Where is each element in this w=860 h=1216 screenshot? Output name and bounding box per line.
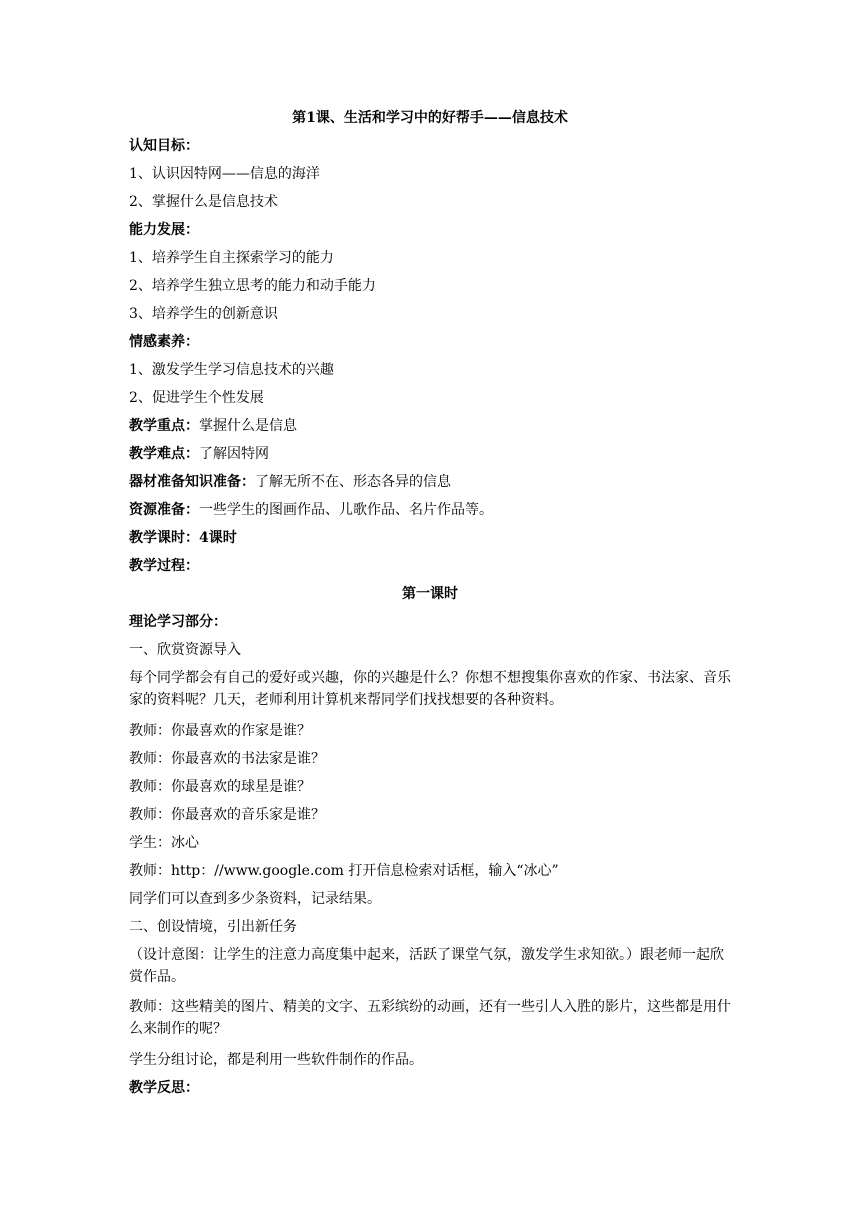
reflection-heading: 教学反思： — [129, 1080, 199, 1096]
resources — [129, 500, 731, 520]
dialog-line: 教师：你最喜欢的音乐家是谁？ — [129, 807, 325, 823]
section2-heading: 二、创设情境，引出新任务 — [129, 919, 297, 935]
resources-value: 一些学生的图画作品、儿歌作品、名片作品等。 — [199, 502, 493, 518]
cognitive-goal-item: 1、认识因特网——信息的海洋 — [129, 166, 320, 182]
dialog-line: 教师：你最喜欢的书法家是谁？ — [129, 751, 325, 767]
section2-student: 学生分组讨论，都是利用一些软件制作的作品。 — [129, 1052, 423, 1068]
ability-item: 2、培养学生独立思考的能力和动手能力 — [129, 278, 376, 294]
key-point-label: 教学重点： — [129, 418, 199, 434]
dialog-line: 教师：你最喜欢的球星是谁？ — [129, 779, 311, 795]
class-hours: 教学课时：4课时 — [129, 530, 237, 546]
materials — [129, 472, 731, 492]
difficult-point — [129, 444, 731, 464]
emotional-item: 1、激发学生学习信息技术的兴趣 — [129, 362, 334, 378]
ability-item: 3、培养学生的创新意识 — [129, 306, 278, 322]
resources-label: 资源准备： — [129, 502, 199, 518]
section1-intro: 每个同学都会有自己的爱好或兴趣，你的兴趣是什么？你想不想搜集你喜欢的作家、书法家、音乐家的资料呢？几天，老师利用计算机来帮同学们找找想要的各种资料。 — [129, 670, 731, 708]
ability-heading: 能力发展： — [129, 222, 199, 238]
difficult-point-label: 教学难点： — [129, 446, 199, 462]
document-title: 第1课、生活和学习中的好帮手——信息技术 — [292, 110, 568, 126]
cognitive-goal-item: 2、掌握什么是信息技术 — [129, 194, 278, 210]
process-heading: 教学过程： — [129, 558, 199, 574]
section2-teacher: 教师：这些精美的图片、精美的文字、五彩缤纷的动画，还有一些引人入胜的影片，这些都是用什么来制作的呢？ — [129, 999, 731, 1037]
difficult-point-value: 了解因特网 — [199, 446, 269, 462]
emotional-heading: 情感素养： — [129, 334, 199, 350]
cognitive-goals-heading: 认知目标： — [129, 138, 199, 154]
dialog-line: 同学们可以查到多少条资料，记录结果。 — [129, 891, 381, 907]
first-lesson-heading: 第一课时 — [402, 586, 458, 602]
theory-heading: 理论学习部分： — [129, 614, 227, 630]
dialog-line: 教师：你最喜欢的作家是谁？ — [129, 723, 311, 739]
section1-heading: 一、欣赏资源导入 — [129, 642, 241, 658]
materials-value: 了解无所不在、形态各异的信息 — [255, 474, 451, 490]
section2-design: （设计意图：让学生的注意力高度集中起来，活跃了课堂气氛，激发学生求知欲。）跟老师一起欣赏作品。 — [129, 947, 724, 985]
dialog-line: 学生：冰心 — [129, 835, 199, 851]
ability-item: 1、培养学生自主探索学习的能力 — [129, 250, 334, 266]
key-point — [129, 416, 731, 436]
key-point-value: 掌握什么是信息 — [199, 418, 297, 434]
emotional-item: 2、促进学生个性发展 — [129, 390, 264, 406]
dialog-line: 教师：http：//www.google.com 打开信息检索对话框，输入“冰心” — [129, 863, 559, 879]
materials-label: 器材准备知识准备： — [129, 474, 255, 490]
